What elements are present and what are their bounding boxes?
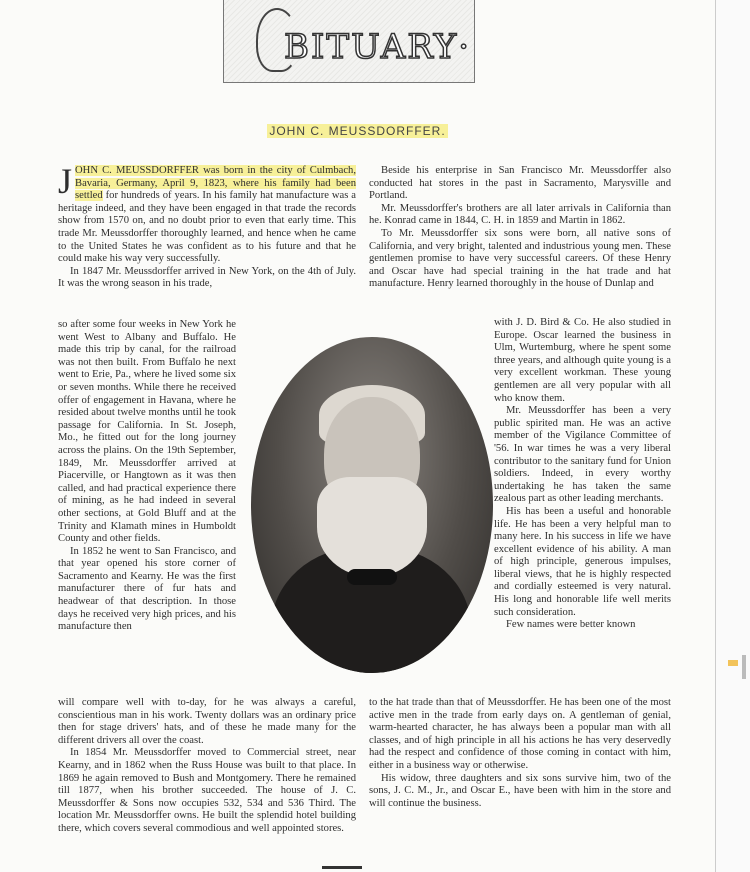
obituary-masthead [223, 0, 475, 83]
drop-cap: J [58, 161, 73, 201]
paragraph [58, 161, 356, 266]
right-column-bottom [369, 697, 671, 810]
bottom-rule [322, 866, 362, 869]
highlighted-text: OHN C. MEUSSDORFFER was born in the city of Culmbach, Bavaria, Germany, April 9, 1823, where his family had been settled [75, 165, 356, 202]
paragraph: His has been a useful and honorable life. He has been a very helpful man to many here. In his success in life we have excellent evidence of his ability. A man of high principle, generous impulses, liberal views, that he is highly respected and cordially esteemed is very natural. His long and honorable life well merits such consideration. [494, 505, 671, 618]
paragraph: with J. D. Bird & Co. He also studied in Europe. Oscar learned the business in Ulm, Wurtemburg, where he spent some three years, and although quite young is a very excellent workman. These young gentlemen are all very popular with all who know them. [494, 317, 671, 404]
paragraph: Mr. Meussdorffer's brothers are all later arrivals in California than he. Konrad came in 1844, C. H. in 1859 and Martin in 1862. [369, 202, 671, 227]
paragraph: In 1852 he went to San Francisco, and that year opened his store corner of Sacramento and Kearny. He was the first manufacturer there of fur hats and headwear of that description. In those days he received very high prices, and his manufacture then [58, 545, 236, 633]
left-column-bottom [58, 697, 356, 836]
right-column-narrow [494, 317, 671, 632]
paragraph: In 1847 Mr. Meussdorffer arrived in New York, on the 4th of July. It was the wrong season in his trade, [58, 265, 356, 290]
paragraph: will compare well with to-day, for he was always a careful, conscientious man in his work. Twenty dollars was an ordinary price then for stage drivers' hats, and of these he made many for the different drivers all over the coast. [58, 697, 356, 746]
scrollbar[interactable] [716, 0, 750, 872]
left-column-top [58, 161, 356, 291]
scroll-highlight-marker [728, 660, 738, 666]
paragraph: so after some four weeks in New York he went West to Albany and Buffalo. He made this trip by canal, for the railroad was not then built. From Buffalo he next went to Erie, Pa., where he lived some six or seven months. While there he received offer of engagement in Havana, where he resided about twelve months until he took passage for California. In St. Joseph, Mo., he fitted out for the long journey across the plains. On the 19th September, 1849, Mr. Meussdorffer arrived at Piacerville, or Hangtown as it was then called, and had practical experience there of mining, as he had indeed in several other sections, at Gold Bluff and at the Trinity and Klamath mines in Humboldt County and other fields. [58, 319, 236, 545]
masthead-title: BITUARY· [284, 27, 472, 67]
article-subtitle [0, 124, 715, 138]
portrait-oval [251, 337, 493, 673]
paragraph: to the hat trade than that of Meussdorffer. He has been one of the most active men in the trade from early days on. A gentleman of genial, warm-hearted character, he has always been a popular man with all classes, and of high principle in all his actions he has very deservedly had the respect and confidence of those coming in contact with him, either in a business way or otherwise. [369, 697, 671, 771]
scrollbar-thumb[interactable] [742, 655, 746, 679]
subtitle-text: JOHN C. MEUSSDORFFER. [269, 124, 446, 138]
paragraph: Beside his enterprise in San Francisco Mr. Meussdorffer also conducted hat stores in the past in Sacramento, Marysville and Portland. [369, 165, 671, 202]
portrait-image [251, 337, 493, 673]
paragraph: His widow, three daughters and six sons survive him, two of the sons, J. C. M., Jr., and Oscar E., have been with him in the store and will continue the business. [369, 772, 671, 809]
left-column-narrow [58, 319, 236, 634]
paragraph: To Mr. Meussdorffer six sons were born, all native sons of California, and very bright, talented and industrious young men. These gentlemen promise to have very successful careers. Of these Henry and Oscar have had special training in the hat trade and hat manufacture. Henry learned thoroughly in the house of Dunlap and [369, 227, 671, 290]
paragraph: Few names were better known [506, 619, 636, 631]
paragraph-text: for hundreds of years. In his family hat manufacture was a heritage indeed, and they have been engaged in that trade the records show from 1570 on, and no doubt prior to even that early time. This trade Mr. Meussdorffer thoroughly learned, and hence when he came to the United States he was confident as to his future and that he could make his way very successfully. [58, 190, 356, 265]
right-column-top [369, 165, 671, 291]
paragraph: In 1854 Mr. Meussdorffer moved to Commercial street, near Kearny, and in 1862 when the Russ House was built to that place. In 1869 he again removed to Bush and Montgomery. There he remained till 1877, when his brother succeeded. The house of J. C. Meussdorffer & Sons now occupies 532, 534 and 536 Third. The location Mr. Meussdorffer owns. He built the splendid hotel building there, which covers several commodious and well appointed stores. [58, 747, 356, 834]
paragraph: Mr. Meussdorffer has been a very public spirited man. He was an active member of the Vigilance Committee of '56. In war times he was a very liberal contributor to the sanitary fund for Union soldiers. Indeed, in every worthy undertaking he has taken the same zealous part as other leading merchants. [494, 405, 671, 505]
